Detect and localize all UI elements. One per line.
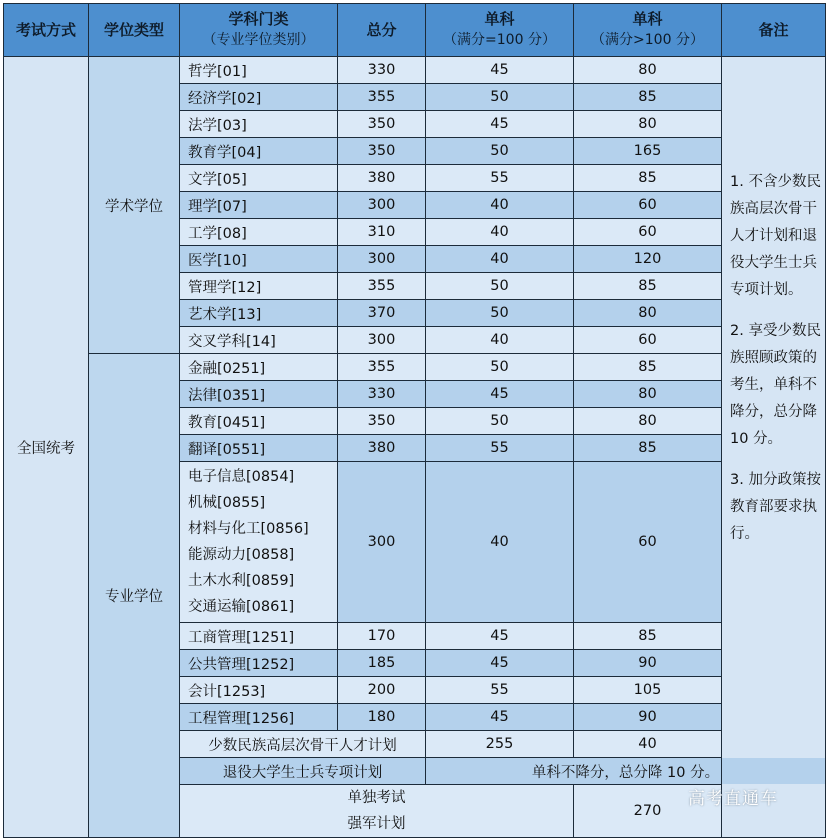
separate-exam-label bbox=[180, 785, 574, 838]
score-line-table bbox=[3, 3, 826, 838]
total-cell: 255 bbox=[426, 731, 574, 758]
single-over-100-cell: 90 bbox=[574, 650, 722, 677]
total-cell: 270 bbox=[574, 785, 722, 838]
subject-cell: 翻译[0551] bbox=[180, 435, 338, 462]
single-over-100-cell: 85 bbox=[574, 165, 722, 192]
single-100-cell: 45 bbox=[426, 704, 574, 731]
subject-cell: 艺术学[13] bbox=[180, 300, 338, 327]
subject-cell: 工学[08] bbox=[180, 219, 338, 246]
subject-cell: 医学[10] bbox=[180, 246, 338, 273]
total-cell: 380 bbox=[338, 435, 426, 462]
subject-cell: 管理学[12] bbox=[180, 273, 338, 300]
total-cell: 370 bbox=[338, 300, 426, 327]
single-100-cell: 40 bbox=[426, 192, 574, 219]
subject-cell: 教育学[04] bbox=[180, 138, 338, 165]
single-100-cell: 55 bbox=[426, 677, 574, 704]
total-cell: 170 bbox=[338, 623, 426, 650]
single-over-100-cell: 80 bbox=[574, 57, 722, 84]
subject-cell: 交叉学科[14] bbox=[180, 327, 338, 354]
single-over-100-cell: 85 bbox=[574, 354, 722, 381]
single-100-cell: 40 bbox=[426, 462, 574, 623]
single-100-cell: 50 bbox=[426, 354, 574, 381]
single-100-cell: 50 bbox=[426, 408, 574, 435]
subject-cell: 金融[0251] bbox=[180, 354, 338, 381]
remarks-cell bbox=[722, 57, 826, 838]
minority-plan-label: 少数民族高层次骨干人才计划 bbox=[180, 731, 426, 758]
subject-cell: 文学[05] bbox=[180, 165, 338, 192]
remark-2: 2. 享受少数民族照顾政策的考生，单科不降分，总分降 10 分。 bbox=[730, 323, 821, 447]
total-cell: 350 bbox=[338, 111, 426, 138]
separate-exam-line1: 单独考试 bbox=[347, 790, 406, 806]
header-single-over-100: 单科 （满分>100 分） bbox=[574, 4, 722, 57]
single-100-cell: 50 bbox=[426, 300, 574, 327]
subject-item: 能源动力[0858] bbox=[188, 547, 295, 563]
header-exam-method: 考试方式 bbox=[4, 4, 89, 57]
single-100-cell: 45 bbox=[426, 111, 574, 138]
subject-cell: 会计[1253] bbox=[180, 677, 338, 704]
separate-exam-line2: 强军计划 bbox=[347, 816, 406, 832]
remark-1: 1. 不含少数民族高层次骨干人才计划和退役大学生士兵专项计划。 bbox=[730, 174, 821, 298]
single-100-cell: 50 bbox=[426, 84, 574, 111]
subject-item: 土木水利[0859] bbox=[188, 573, 295, 589]
header-subject: 学科门类 （专业学位类别） bbox=[180, 4, 338, 57]
subject-cell: 经济学[02] bbox=[180, 84, 338, 111]
total-cell: 350 bbox=[338, 408, 426, 435]
total-cell: 330 bbox=[338, 381, 426, 408]
total-cell: 330 bbox=[338, 57, 426, 84]
single-over-100-cell: 85 bbox=[574, 84, 722, 111]
subject-cell: 工商管理[1251] bbox=[180, 623, 338, 650]
subject-cell: 法学[03] bbox=[180, 111, 338, 138]
subject-cell: 公共管理[1252] bbox=[180, 650, 338, 677]
single-100-cell: 40 bbox=[574, 731, 722, 758]
total-cell: 355 bbox=[338, 84, 426, 111]
single-over-100-cell: 105 bbox=[574, 677, 722, 704]
subject-cell: 哲学[01] bbox=[180, 57, 338, 84]
single-over-100-cell: 80 bbox=[574, 408, 722, 435]
total-cell: 355 bbox=[338, 354, 426, 381]
total-cell: 310 bbox=[338, 219, 426, 246]
single-100-cell: 45 bbox=[426, 623, 574, 650]
single-over-100-cell: 60 bbox=[574, 462, 722, 623]
single-over-100-cell: 85 bbox=[574, 273, 722, 300]
subject-item: 电子信息[0854] bbox=[188, 469, 295, 485]
header-degree-type: 学位类型 bbox=[89, 4, 180, 57]
watermark: 高考直通车 bbox=[688, 789, 778, 809]
total-cell: 180 bbox=[338, 704, 426, 731]
single-over-100-cell: 165 bbox=[574, 138, 722, 165]
header-notes: 备注 bbox=[722, 4, 826, 57]
single-100-cell: 40 bbox=[426, 327, 574, 354]
subject-cell: 教育[0451] bbox=[180, 408, 338, 435]
single-100-cell: 40 bbox=[426, 219, 574, 246]
single-over-100-cell: 90 bbox=[574, 704, 722, 731]
single-over-100-cell: 120 bbox=[574, 246, 722, 273]
subject-cell: 理学[07] bbox=[180, 192, 338, 219]
veteran-plan-note: 单科不降分，总分降 10 分。 bbox=[426, 758, 826, 785]
total-cell: 355 bbox=[338, 273, 426, 300]
single-over-100-cell: 60 bbox=[574, 219, 722, 246]
single-100-cell: 50 bbox=[426, 273, 574, 300]
single-100-cell: 45 bbox=[426, 57, 574, 84]
veteran-plan-label: 退役大学生士兵专项计划 bbox=[180, 758, 426, 785]
single-over-100-cell: 80 bbox=[574, 111, 722, 138]
single-100-cell: 50 bbox=[426, 138, 574, 165]
total-cell: 300 bbox=[338, 327, 426, 354]
total-cell: 350 bbox=[338, 138, 426, 165]
single-100-cell: 45 bbox=[426, 650, 574, 677]
single-over-100-cell: 80 bbox=[574, 300, 722, 327]
total-cell: 200 bbox=[338, 677, 426, 704]
single-over-100-cell: 80 bbox=[574, 381, 722, 408]
degree-professional: 专业学位 bbox=[89, 354, 180, 838]
degree-academic: 学术学位 bbox=[89, 57, 180, 354]
subject-item: 交通运输[0861] bbox=[188, 599, 295, 615]
remark-3: 3. 加分政策按教育部要求执行。 bbox=[730, 472, 821, 542]
total-cell: 300 bbox=[338, 192, 426, 219]
total-cell: 300 bbox=[338, 462, 426, 623]
single-over-100-cell: 60 bbox=[574, 192, 722, 219]
subject-item: 机械[0855] bbox=[188, 495, 266, 511]
header-single-100: 单科 （满分=100 分） bbox=[426, 4, 574, 57]
total-cell: 185 bbox=[338, 650, 426, 677]
single-100-cell: 55 bbox=[426, 435, 574, 462]
subject-cell: 工程管理[1256] bbox=[180, 704, 338, 731]
subject-cell: 法律[0351] bbox=[180, 381, 338, 408]
single-100-cell: 45 bbox=[426, 381, 574, 408]
header-total: 总分 bbox=[338, 4, 426, 57]
single-100-cell: 55 bbox=[426, 165, 574, 192]
total-cell: 380 bbox=[338, 165, 426, 192]
single-100-cell: 40 bbox=[426, 246, 574, 273]
engineering-subjects-cell bbox=[180, 462, 338, 623]
subject-item: 材料与化工[0856] bbox=[188, 521, 309, 537]
total-cell: 300 bbox=[338, 246, 426, 273]
single-over-100-cell: 85 bbox=[574, 623, 722, 650]
single-over-100-cell: 85 bbox=[574, 435, 722, 462]
exam-method-cell: 全国统考 bbox=[4, 57, 89, 838]
single-over-100-cell: 60 bbox=[574, 327, 722, 354]
